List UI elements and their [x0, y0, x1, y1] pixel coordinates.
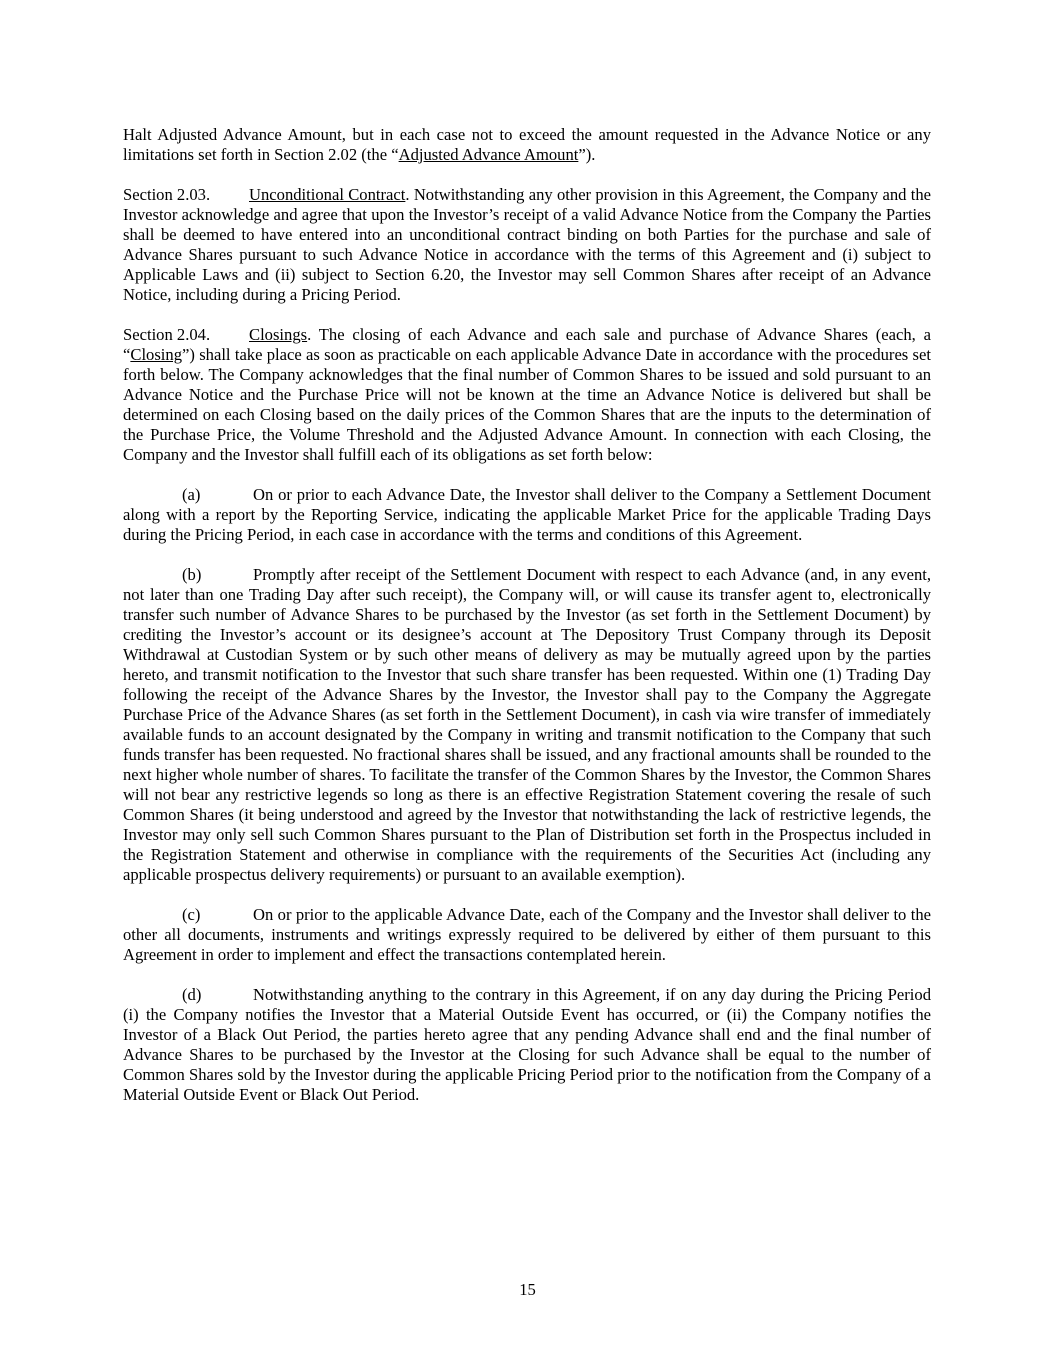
clause-c — [123, 905, 931, 965]
clause-letter: (d) — [182, 985, 202, 1004]
paragraph-text: . Notwithstanding any other provision in this Agreement, the Company and the Investor acknowledge and agree that upon the Investor’s receipt of a valid Advance Notice from the Company the Parties shall be deemed to have entered into an unconditional contract binding on both Parties for the purchase and sale of Advance Shares pursuant to such Advance Notice in accordance with the terms of this Agreement and (i) subject to Applicable Laws and (ii) subject to Section 6.20, the Investor may sell Common Shares after receipt of an Advance Notice, including during a Pricing Period. — [123, 185, 931, 304]
section-heading-unconditional-contract: Unconditional Contract — [249, 185, 406, 204]
page-number: 15 — [519, 1280, 536, 1299]
section-2-04 — [123, 325, 931, 465]
clause-a — [123, 485, 931, 545]
paragraph-text: Halt Adjusted Advance Amount, but in each case not to exceed the amount requested in the Advance Notice or any limitations set forth in Section 2.02 (the “ — [123, 125, 931, 164]
clause-text: On or prior to each Advance Date, the Investor shall deliver to the Company a Settlement Document along with a report by the Reporting Service, indicating the applicable Market Price for the applicable Trading Days during the Pricing Period, in each case in accordance with the terms and conditions of this Agreement. — [123, 485, 931, 544]
clause-d — [123, 985, 931, 1105]
paragraph-text: . The closing of each Advance and each sale and purchase of Advance Shares (each, a “ — [123, 325, 931, 364]
clause-letter: (c) — [182, 905, 201, 924]
paragraph-text: ”). — [578, 145, 596, 164]
clause-text: Notwithstanding anything to the contrary in this Agreement, if on any day during the Pricing Period (i) the Company notifies the Investor that a Material Outside Event has occurred, or (ii) the Company notifies the Investor of a Black Out Period, the parties hereto agree that any pending Advance shall end and the final number of Advance Shares to be purchased by the Investor at the Closing for such Advance shall be equal to the number of Common Shares sold by the Investor during the applicable Pricing Period prior to the notification from the Company of a Material Outside Event or Black Out Period. — [123, 985, 931, 1104]
section-heading-closings: Closings — [249, 325, 308, 344]
defined-term-adjusted-advance-amount: Adjusted Advance Amount — [398, 145, 579, 164]
section-number: Section 2.04. — [123, 325, 211, 344]
paragraph-text: ”) shall take place as soon as practicable on each applicable Advance Date in accordance with the procedures set forth below. The Company acknowledges that the final number of Common Shares to be issued and sold pursuant to an Advance Notice and the Purchase Price will not be known at the time an Advance Notice is delivered but shall be determined on each Closing based on the daily prices of the Common Shares that are the inputs to the determination of the Purchase Price, the Volume Threshold and the Adjusted Advance Amount. In connection with each Closing, the Company and the Investor shall fulfill each of its obligations as set forth below: — [123, 345, 931, 464]
clause-letter: (a) — [182, 485, 201, 504]
clause-b — [123, 565, 931, 885]
section-number: Section 2.03. — [123, 185, 211, 204]
clause-text: On or prior to the applicable Advance Date, each of the Company and the Investor shall deliver to the other all documents, instruments and writings expressly required to be delivered by either of them pursuant to this Agreement in order to implement and effect the transactions contemplated herein. — [123, 905, 931, 964]
defined-term-closing: Closing — [130, 345, 183, 364]
clause-text: Promptly after receipt of the Settlement Document with respect to each Advance (and, in any event, not later than one Trading Day after such receipt), the Company will, or will cause its transfer agent to, electronically transfer such number of Advance Shares to be purchased by the Investor (as set forth in the Settlement Document) by crediting the Investor’s account or its designee’s account at The Depository Trust Company through its Deposit Withdrawal at Custodian System or by such other means of delivery as may be mutually agreed upon by the parties hereto, and transmit notification to the Investor that such share transfer has been requested. Within one (1) Trading Day following the receipt of the Advance Shares by the Investor, the Investor shall pay to the Company the Aggregate Purchase Price of the Advance Shares (as set forth in the Settlement Document), in cash via wire transfer of immediately available funds to an account designated by the Company in writing and transmit notification to the Company that such funds transfer has been requested. No fractional shares shall be issued, and any fractional amounts shall be rounded to the next higher whole number of shares. To facilitate the transfer of the Common Shares by the Investor, the Common Shares will not bear any restrictive legends so long as there is an effective Registration Statement covering the resale of such Common Shares (it being understood and agreed by the Investor that notwithstanding the lack of restrictive legends, the Investor may only sell such Common Shares pursuant to the Plan of Distribution set forth in the Prospectus included in the Registration Statement and otherwise in compliance with the requirements of the Securities Act (including any applicable prospectus delivery requirements) or pursuant to an available exemption). — [123, 565, 931, 884]
clause-letter: (b) — [182, 565, 202, 584]
section-2-03 — [123, 185, 931, 305]
paragraph-continuation — [123, 125, 931, 165]
document-body — [123, 125, 931, 1125]
